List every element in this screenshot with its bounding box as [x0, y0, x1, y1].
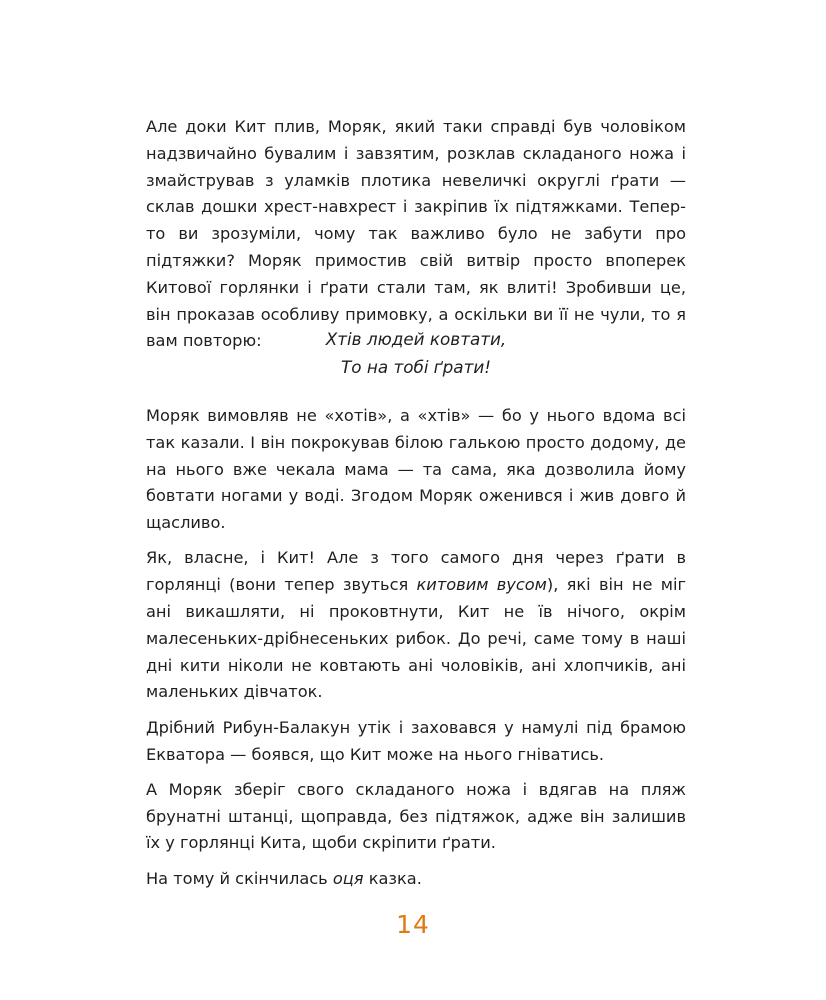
emphasis-text: оця	[332, 868, 364, 888]
story-paragraph: Дрібний Рибун-Балакун утік і заховався у намулі під брамою Екватора — боявся, що Кит може на нього гніватись.	[146, 717, 686, 764]
verse-line: То на тобі ґрати!	[341, 357, 491, 377]
emphasis-text: китовим вусом	[416, 575, 547, 595]
paragraph-text: Як, власне, і Кит! Але з того самого дня через ґрати в горлянці (вони тепер звуться	[146, 548, 686, 595]
story-paragraph-group-2	[146, 403, 686, 893]
rhyme-verse	[146, 325, 686, 381]
story-paragraph: А Моряк зберіг свого складаного ножа і вдягав на пляж брунатні штанці, щоправда, без підтяжок, адже він залишив їх у горлянці Кита, щоби скріпити ґрати.	[146, 779, 686, 853]
story-paragraph: Але доки Кит плив, Моряк, який таки справді був чоловіком надзвичайно бувалим і завзятим, розклав складаного ножа і змайстрував з уламків плотика невеличкі округлі ґрати — склав дошки хрест-навхрест і закріпив їх підтяжками. Тепер-то ви зрозуміли, чому так важливо було не забути про підтяжки? Моряк примостив свій витвір просто впоперек Китової горлянки і ґрати стали там, як влиті! Зробивши це, він проказав особливу примовку, а оскільки ви її не чули, то я вам повторю:	[146, 117, 686, 351]
paragraph-text: казка.	[363, 868, 422, 888]
paragraph-text: ), які він не міг ані викашляти, ні проковтнути, Кит не їв нічого, окрім малесеньких-дрібнесеньких рибок. До речі, саме тому в наші дні кити ніколи не ковтають ані чоловіків, ані хлопчиків, ані маленьких дівчаток.	[146, 575, 686, 702]
page-number: 14	[396, 910, 430, 939]
verse-line: Хтів людей ковтати,	[325, 329, 507, 349]
story-paragraph-group-1	[146, 114, 686, 355]
story-paragraph: Моряк вимовляв не «хотів», а «хтів» — бо у нього вдома всі так казали. І він покрокував білою галькою просто додому, де на нього вже чекала мама — та сама, яка дозволила йому бовтати ногами у воді. Згодом Моряк оженився і жив довго й щасливо.	[146, 406, 686, 533]
story-paragraph	[146, 545, 686, 706]
paragraph-text: На тому й скінчилась	[146, 868, 333, 888]
story-paragraph	[146, 866, 686, 893]
